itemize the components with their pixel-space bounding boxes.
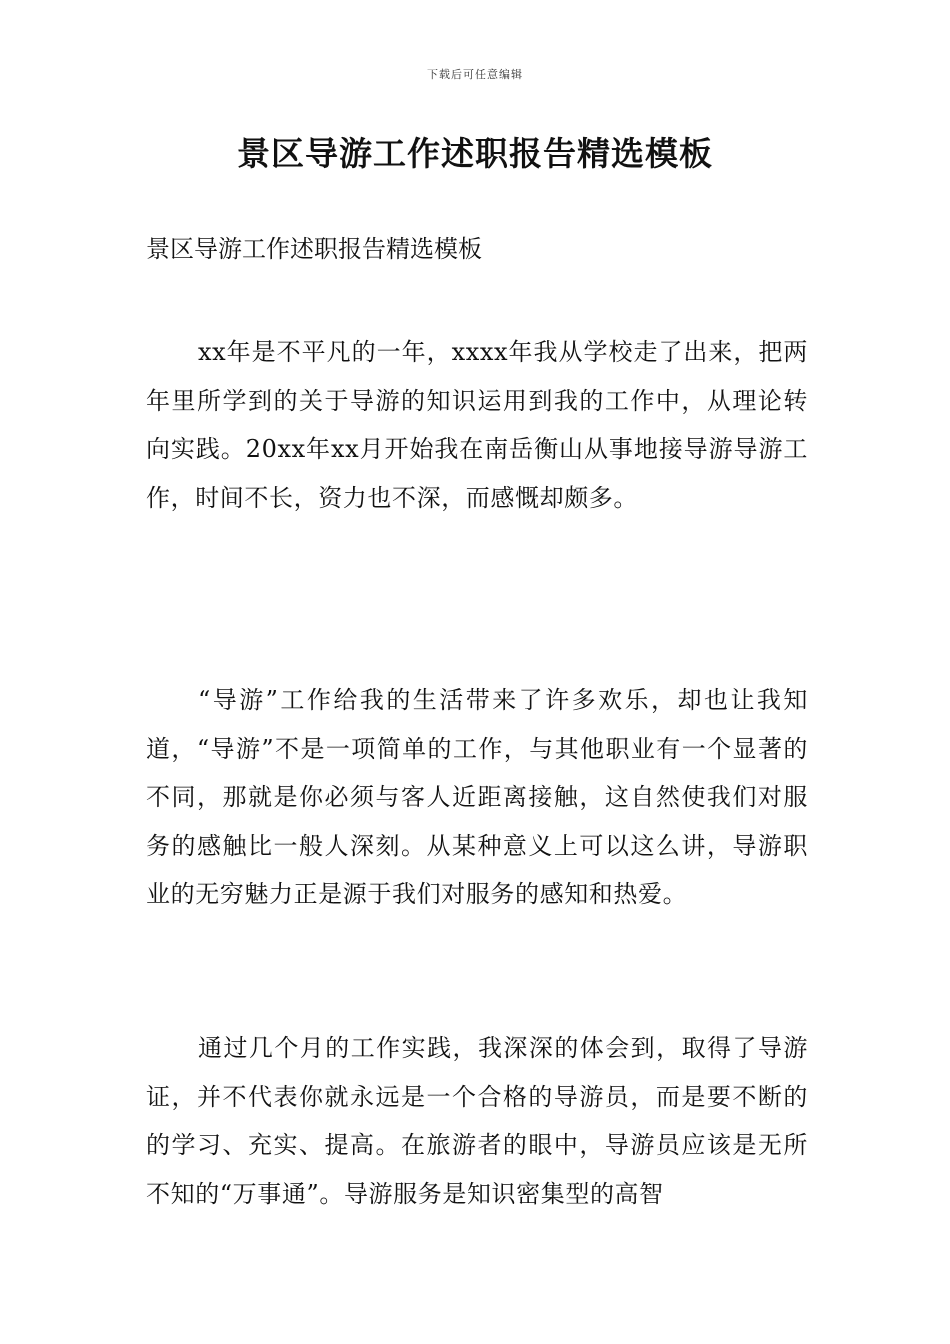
document-title: 景区导游工作述职报告精选模板	[237, 134, 713, 173]
paragraph-2: “导游”工作给我的生活带来了许多欢乐，却也让我知道，“导游”不是一项简单的工作，与其他职业有一个显著的不同，那就是你必须与客人近距离接触，这自然使我们对服务的感触比一般人深刻。从某种意义上可以这么讲，导游职业的无穷魅力正是源于我们对服务的感知和热爱。	[146, 686, 808, 908]
header-note: 下载后可任意编辑	[427, 68, 523, 81]
paragraph-1: xx年是不平凡的一年，xxxx年我从学校走了出来，把两年里所学到的关于导游的知识运用到我的工作中，从理论转向实践。20xx年xx月开始我在南岳衡山从事地接导游导游工作，时间不长，资力也不深，而感慨却颇多。	[146, 338, 808, 512]
paragraph-3: 通过几个月的工作实践，我深深的体会到，取得了导游证，并不代表你就永远是一个合格的导游员，而是要不断的的学习、充实、提高。在旅游者的眼中，导游员应该是无所不知的“万事通”。导游服务是知识密集型的高智	[146, 1034, 808, 1208]
document-subtitle: 景区导游工作述职报告精选模板	[146, 235, 482, 263]
